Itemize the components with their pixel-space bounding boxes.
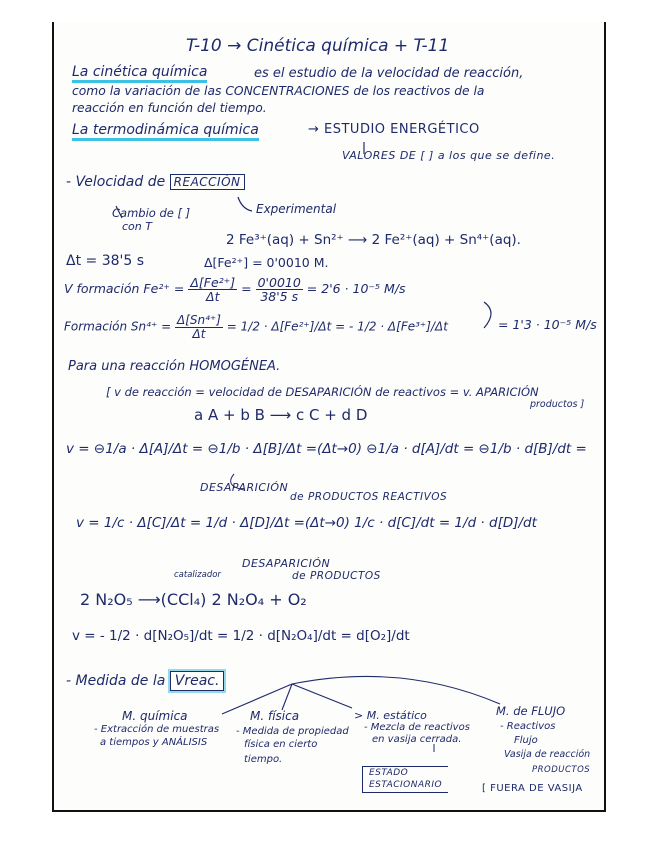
v-formacion-result: = 2'6 · 10⁻⁵ M/s: [306, 281, 406, 297]
notebook-page: [52, 22, 606, 812]
m-fisica-title: M. física: [250, 709, 300, 723]
desaparicion-label-1: DESAPARICIÓN: [200, 481, 289, 494]
desaparicion-label-2: DESAPARICIÓN: [242, 557, 331, 570]
m-flujo-line-1: - Reactivos: [500, 721, 556, 732]
m-fisica-line-1: - Medida de propiedad: [236, 726, 349, 737]
m-estatico-line-2: en vasija cerrada.: [372, 734, 462, 745]
estacionario-label: ESTACIONARIO: [369, 779, 443, 790]
tree-line-3: [292, 684, 352, 708]
definition-line-2: como la variación de las CONCENTRACIONES de los reactivos de la: [72, 84, 485, 98]
section-velocidad: [66, 175, 245, 190]
m-flujo-line-2: Flujo: [514, 735, 538, 746]
cinetica-label: La cinética química: [72, 64, 207, 83]
velocidad-definition: [ v de reacción = velocidad de DESAPARICIÓN de reactivos = v. APARICIÓN: [106, 385, 539, 399]
tree-line-4: [292, 676, 500, 704]
fraction-delta-fe: $\frac{\text{Δ[Fe²⁺]}}{\Delta t}$: [190, 275, 236, 305]
definition-line-1: es el estudio de la velocidad de reacción,: [254, 66, 524, 81]
branch-stroke-right: [238, 197, 252, 211]
experimental-note: Experimental: [256, 202, 337, 216]
delta-fe: Δ[Fe²⁺] = 0'0010 M.: [204, 255, 329, 270]
vreac-box: Vreac.: [170, 671, 225, 691]
m-quimica-line-1: - Extracción de muestras: [94, 724, 220, 735]
productos-reactivos: de PRODUCTOS REACTIVOS: [290, 491, 448, 503]
estudio-energetico: → ESTUDIO ENERGÉTICO: [308, 122, 480, 137]
m-fisica-line-2: física en cierto: [244, 739, 318, 750]
cambio-note: Cambio de [ ]: [112, 206, 191, 220]
fraction-delta-sn: $\frac{\text{Δ[Sn⁴⁺]}}{\Delta t}$: [176, 313, 221, 341]
rate-law-reactants: v = ⊖1/a · Δ[A]/Δt = ⊖1/b · Δ[B]/Δt =(Δt→0) ⊖1/a · d[A]/dt = ⊖1/b · d[B]/dt =: [66, 441, 587, 457]
m-quimica-title: M. química: [122, 709, 188, 723]
generic-reaction: a A + b B ⟶ c C + d D: [194, 406, 368, 424]
termodinamica-term: [72, 123, 259, 138]
delta-t: Δt = 38'5 s: [66, 253, 145, 269]
bracket-stroke: [484, 302, 491, 328]
formacion-sn-result: = 1'3 · 10⁻⁵ M/s: [498, 317, 597, 332]
formacion-sn: [64, 314, 448, 340]
definition-line-3: reacción en función del tiempo.: [72, 101, 267, 115]
velocidad-label: - Velocidad de: [66, 174, 166, 190]
de-productos-label: de PRODUCTOS: [292, 570, 381, 582]
m-estatico-title: > M. estático: [354, 709, 427, 722]
n2o5-equation: 2 N₂O₅ ⟶(CCl₄) 2 N₂O₄ + O₂: [80, 590, 307, 609]
n2o5-rate-law: v = - 1/2 · d[N₂O₅]/dt = 1/2 · d[N₂O₄]/dt = d[O₂]/dt: [72, 628, 410, 644]
m-flujo-line-4: PRODUCTOS: [532, 765, 591, 775]
catalizador-note: catalizador: [174, 570, 221, 580]
m-fisica-line-3: tiempo.: [244, 754, 283, 765]
medida-heading: [66, 674, 224, 689]
reaccion-box: REACCIÓN: [170, 174, 245, 190]
m-flujo-line-3: Vasija de reacción: [504, 749, 591, 760]
medida-label: - Medida de la: [66, 673, 166, 689]
m-flujo-title: M. de FLUJO: [496, 704, 566, 718]
estado-label: ESTADO: [369, 768, 409, 778]
formacion-sn-label: Formación Sn⁴⁺ =: [64, 319, 172, 334]
rate-law-products: v = 1/c · Δ[C]/Δt = 1/d · Δ[D]/Δt =(Δt→0) 1/c · d[C]/dt = 1/d · d[D]/dt: [76, 515, 537, 531]
m-quimica-line-2: a tiempos y ANÁLISIS: [100, 737, 208, 748]
cinetica-term: [72, 65, 207, 80]
m-estatico-line-1: - Mezcla de reactivos: [364, 722, 470, 733]
estado-estacionario-box: [362, 766, 448, 793]
v-formacion-fe: V formación Fe²⁺ = $\frac{\text{Δ[Fe²⁺]}}{\Delta t}$ = $\frac{0'0010}{38'5 s}$ = 2'6 · 10⁻⁵ M/s: [64, 275, 406, 305]
v-formacion-label: V formación Fe²⁺ =: [64, 281, 185, 297]
formacion-sn-relations: = 1/2 · Δ[Fe²⁺]/Δt = - 1/2 · Δ[Fe³⁺]/Δt: [226, 319, 448, 334]
redox-equation: 2 Fe³⁺(aq) + Sn²⁺ ⟶ 2 Fe²⁺(aq) + Sn⁴⁺(aq).: [226, 232, 521, 248]
m-flujo-line-5: [ FUERA DE VASIJA: [482, 783, 583, 794]
con-t-note: con T: [122, 220, 152, 233]
termodinamica-label: La termodinámica química: [72, 122, 259, 141]
velocidad-definition-end: productos ]: [530, 399, 585, 410]
valores-line: VALORES DE [ ] a los que se define.: [342, 149, 556, 162]
page-title: T-10 → Cinética química + T-11: [186, 36, 450, 56]
homogenea-heading: Para una reacción HOMOGÉNEA.: [68, 359, 281, 374]
fraction-values: $\frac{0'0010}{38'5 s}$: [257, 275, 301, 305]
